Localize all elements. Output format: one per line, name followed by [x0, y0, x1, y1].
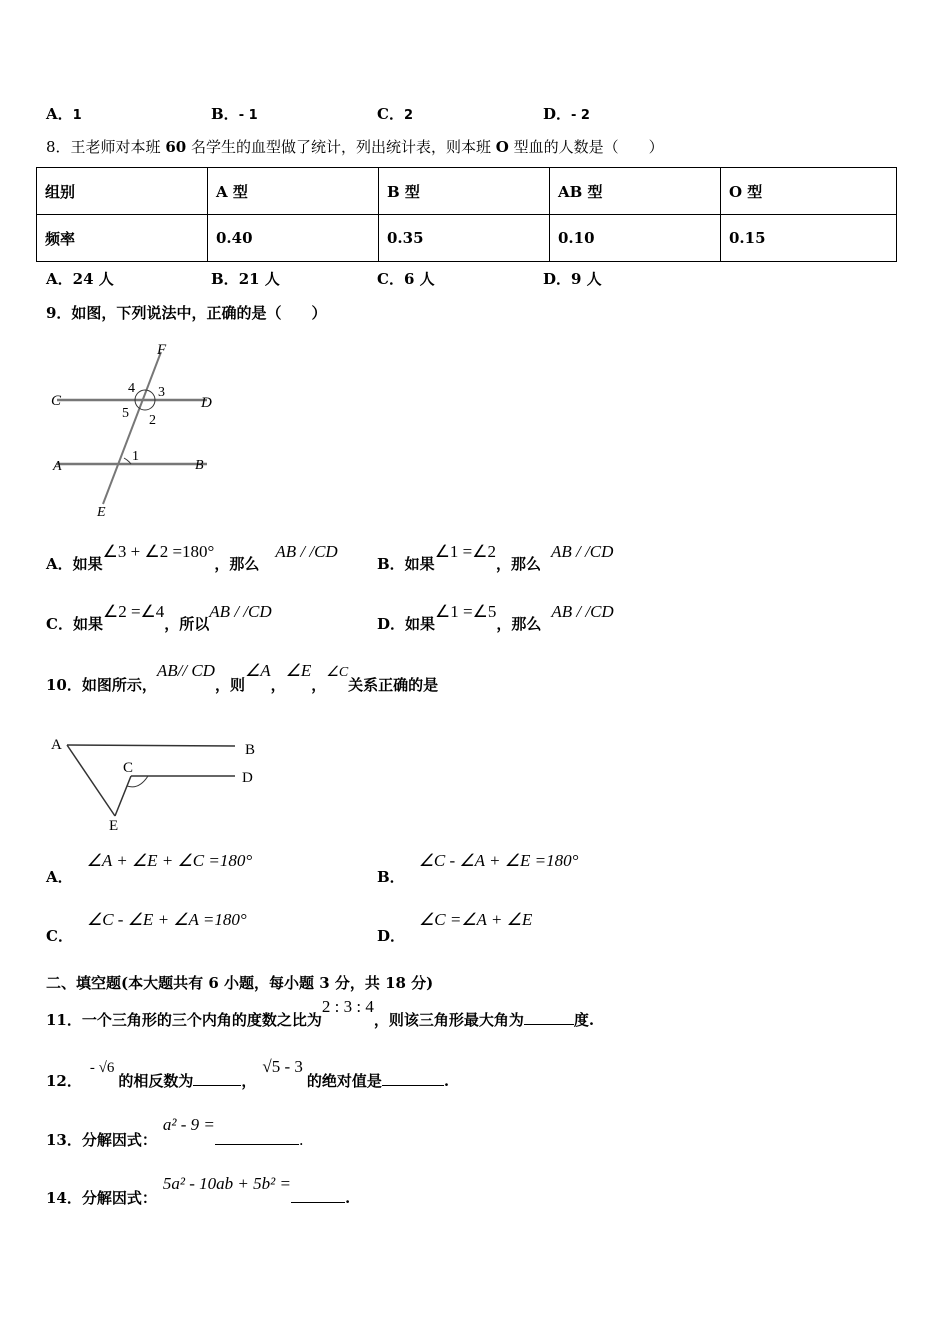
q10-stem: 10．如图所示，AB// CD，则∠A，∠E，∠C关系正确的是 — [46, 661, 439, 694]
blood-type-table — [36, 167, 897, 262]
q7-option-b[interactable]: B．- 1 — [211, 105, 258, 123]
table-cell: 0.40 — [208, 215, 379, 262]
q8-stem: 8．王老师对本班 60 名学生的血型做了统计，列出统计表，则本班 O 型血的人数是（ ） — [46, 138, 664, 156]
q9-stem: 9．如图，下列说法中，正确的是（ ） — [46, 304, 327, 322]
table-cell: O 型 — [721, 168, 897, 215]
q9-option-a[interactable]: A．如果∠3 + ∠2 =180°，那么AB / /CD — [46, 542, 338, 573]
angle-5-label: 5 — [122, 406, 129, 421]
table-row — [37, 215, 897, 262]
label-e: E — [97, 505, 106, 520]
angle-1-label: 1 — [132, 449, 139, 464]
q10-option-b[interactable]: B．∠C - ∠A + ∠E =180° — [377, 851, 579, 886]
q8-option-a[interactable]: A．24 人 — [46, 270, 114, 288]
segment-ae — [67, 745, 115, 816]
answer-blank[interactable] — [215, 1144, 299, 1145]
q13: 13．分解因式：a² - 9 =. — [46, 1115, 304, 1149]
angle-4-label: 4 — [128, 381, 135, 396]
line-ef — [103, 352, 161, 504]
q8-option-d[interactable]: D．9 人 — [543, 270, 602, 288]
q10-option-a[interactable]: A．∠A + ∠E + ∠C =180° — [46, 851, 253, 886]
table-header-row — [37, 168, 897, 215]
angle-3-label: 3 — [158, 385, 165, 400]
label-c: C — [123, 760, 134, 776]
label-d: D — [242, 770, 253, 786]
q9-figure — [45, 340, 225, 522]
label-e: E — [109, 818, 119, 832]
line-ab — [67, 745, 235, 746]
label-b: B — [245, 742, 256, 758]
angle-2-label: 2 — [149, 413, 156, 428]
label-d: D — [201, 395, 212, 411]
section-heading: 二、填空题(本大题共有 6 小题，每小题 3 分，共 18 分) — [46, 974, 434, 992]
q7-option-d[interactable]: D．- 2 — [543, 105, 590, 123]
segment-ec — [115, 776, 131, 816]
table-cell: AB 型 — [550, 168, 721, 215]
label-c: C — [51, 393, 62, 409]
answer-blank[interactable] — [524, 1024, 574, 1025]
q10-option-d[interactable]: D．∠C =∠A + ∠E — [377, 910, 533, 945]
table-cell: 0.35 — [379, 215, 550, 262]
q9-option-d[interactable]: D．如果∠1 =∠5，那么AB / /CD — [377, 602, 614, 633]
label-a: A — [53, 459, 62, 474]
q11: 11．一个三角形的三个内角的度数之比为2 : 3 : 4，则该三角形最大角为 度. — [46, 997, 595, 1029]
answer-blank[interactable] — [382, 1085, 444, 1086]
label-f: F — [157, 342, 167, 358]
q10-figure — [45, 730, 275, 832]
table-cell: A 型 — [208, 168, 379, 215]
q7-option-c[interactable]: C．2 — [377, 105, 413, 123]
answer-blank[interactable] — [291, 1202, 345, 1203]
q8-option-c[interactable]: C．6 人 — [377, 270, 435, 288]
label-b: B — [195, 458, 204, 473]
table-cell: 频率 — [37, 215, 208, 262]
q14: 14．分解因式：5a² - 10ab + 5b² =. — [46, 1174, 351, 1207]
q12: 12．- √6的相反数为 ，√5 - 3的绝对值是 . — [46, 1057, 450, 1090]
answer-blank[interactable] — [193, 1085, 241, 1086]
table-cell: 0.15 — [721, 215, 897, 262]
q8-option-b[interactable]: B．21 人 — [211, 270, 280, 288]
table-cell: 组别 — [37, 168, 208, 215]
q9-option-c[interactable]: C．如果∠2 =∠4，所以AB / /CD — [46, 602, 272, 633]
q10-option-c[interactable]: C．∠C - ∠E + ∠A =180° — [46, 910, 247, 945]
q9-option-b[interactable]: B．如果∠1 =∠2，那么AB / /CD — [377, 542, 614, 573]
q7-option-a[interactable]: A．1 — [46, 105, 82, 123]
table-cell: B 型 — [379, 168, 550, 215]
label-a: A — [51, 737, 62, 753]
table-cell: 0.10 — [550, 215, 721, 262]
